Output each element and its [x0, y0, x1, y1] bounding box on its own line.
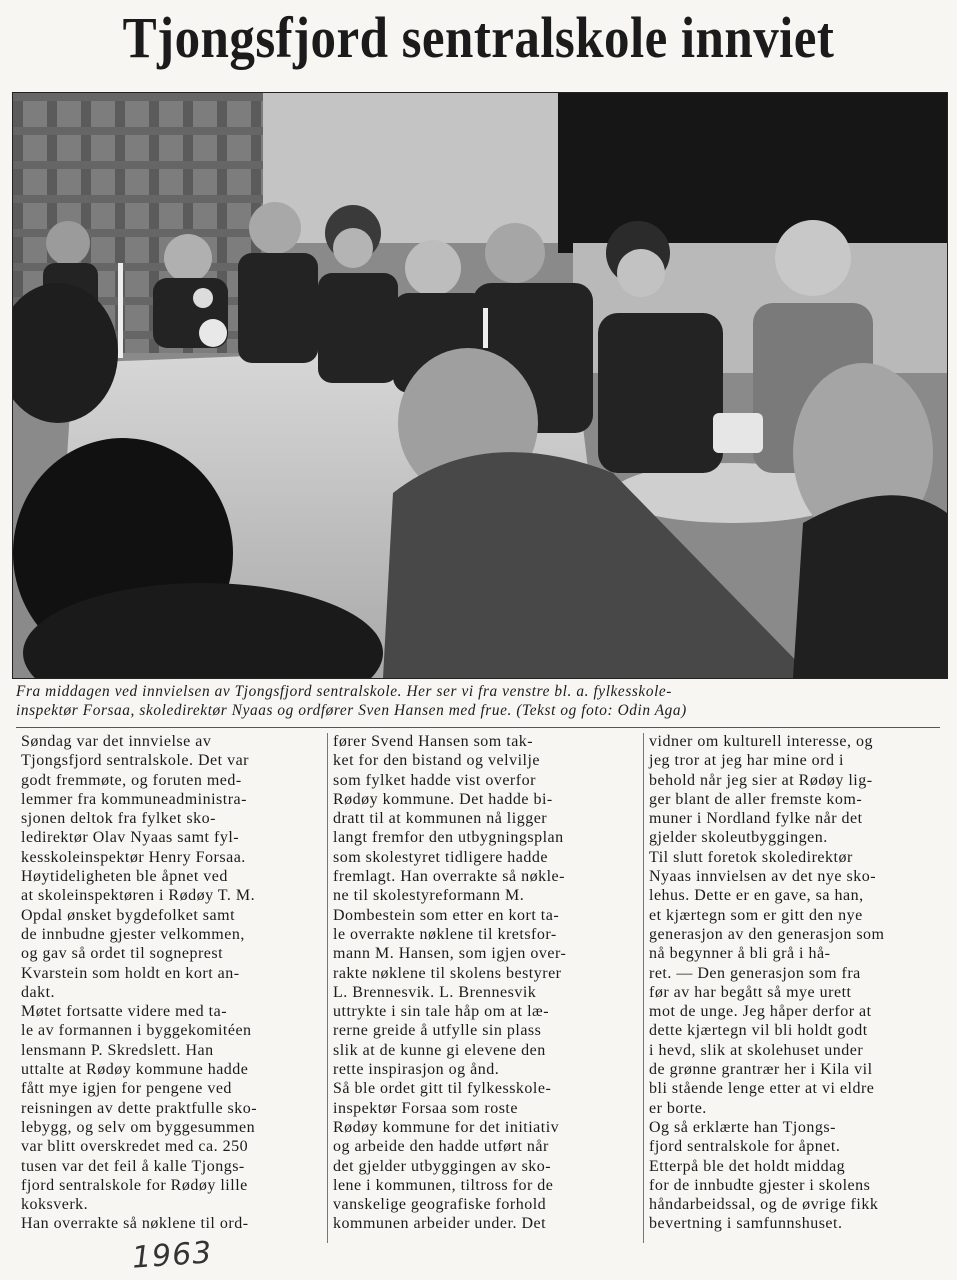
- article-text-line: Høytideligheten ble åpnet ved: [21, 868, 228, 886]
- article-text-line: for de innbudte gjester i skolens: [649, 1176, 871, 1194]
- article-text-line: som fylket hadde vist overfor: [333, 771, 536, 789]
- article-text-line: lensmann P. Skredslett. Han: [21, 1041, 214, 1059]
- article-text-line: rakte nøklene til skolens bestyrer: [333, 964, 562, 982]
- article-text-line: ger blant de aller fremste kom-: [649, 790, 863, 808]
- headline: Tjongsfjord sentralskole innviet: [122, 5, 835, 70]
- article-text-line: sjonen deltok fra fylket sko-: [21, 810, 216, 828]
- article-text-line: langt fremfor den utbygningsplan: [333, 829, 564, 847]
- article-text-line: fått mye igjen for pengene ved: [21, 1080, 232, 1098]
- article-text-line: Møtet fortsatte videre med ta-: [21, 1003, 228, 1021]
- article-text-line: lene i kommunen, tiltross for de: [333, 1176, 554, 1194]
- article-text-line: koksverk.: [21, 1196, 89, 1214]
- article-text-line: og arbeide den hadde utført når: [333, 1138, 549, 1156]
- caption-line: inspektør Forsaa, skoledirektør Nyaas og ordfører Sven Hansen med frue. (Tekst og foto: Odin Aga): [16, 702, 687, 719]
- article-text-line: Han overrakte så nøklene til ord-: [21, 1215, 249, 1233]
- article-text-line: inspektør Forsaa som roste: [333, 1099, 518, 1117]
- article-text-line: bevertning i samfunnshuset.: [649, 1215, 843, 1233]
- article-text-line: ne til skolestyreformann M.: [333, 887, 525, 905]
- article-text-line: fjord sentralskole for åpnet.: [649, 1138, 841, 1156]
- article-text-line: godt fremmøte, og foruten med-: [21, 771, 242, 789]
- article-column-1: [21, 732, 321, 1234]
- column-divider: [327, 733, 328, 1243]
- handwritten-year: 1963: [130, 1235, 214, 1276]
- dinner-photo-image: [13, 93, 947, 678]
- article-text-line: fjord sentralskole for Rødøy lille: [21, 1176, 248, 1194]
- article-text-line: lemmer fra kommuneadministra-: [21, 790, 247, 808]
- article-text-line: dratt til at kommunen nå ligger: [333, 810, 548, 828]
- article-text-line: Søndag var det innvielse av: [21, 733, 212, 750]
- article-text-line: før av har begått så mye urett: [649, 983, 852, 1001]
- article-column-2: [333, 732, 639, 1234]
- article-text-line: rerne greide å utfylle sin plass: [333, 1022, 542, 1040]
- article-text-line: Kvarstein som holdt en kort an-: [21, 964, 240, 982]
- article-text-line: Etterpå ble det holdt middag: [649, 1157, 846, 1175]
- article-text-line: generasjon av den generasjon som: [649, 925, 885, 943]
- article-text-line: Dombestein som etter en kort ta-: [333, 906, 560, 924]
- photo-caption: [16, 682, 941, 720]
- article-text-line: ledirektør Olav Nyaas samt fyl-: [21, 829, 240, 847]
- article-text-line: uttalte at Rødøy kommune hadde: [21, 1061, 249, 1079]
- article-text-line: Nyaas innvielsen av det nye sko-: [649, 868, 877, 886]
- article-text-line: bli stående lenge etter at vi eldre: [649, 1080, 875, 1098]
- article-text-line: Rødøy kommune. Det hadde bi-: [333, 790, 553, 808]
- article-text-line: Tjongsfjord sentralskole. Det var: [21, 752, 249, 770]
- article-text-line: i hevd, slik at skolehuset under: [649, 1041, 864, 1059]
- article-text-line: ket for den bistand og velvilje: [333, 752, 541, 770]
- article-text-line: Så ble ordet gitt til fylkesskole-: [333, 1080, 552, 1098]
- article-text-line: dette kjærtegn vil bli holdt godt: [649, 1022, 868, 1040]
- article-text-line: mann M. Hansen, som igjen over-: [333, 945, 567, 963]
- article-column-3: [649, 732, 949, 1234]
- article-text-line: de innbudne gjester velkommen,: [21, 925, 245, 943]
- column-divider: [643, 733, 644, 1243]
- article-text-line: tusen var det feil å kalle Tjongs-: [21, 1157, 245, 1175]
- article-text-line: gjelder skoleutbyggingen.: [649, 829, 828, 847]
- article-text-line: dakt.: [21, 983, 56, 1001]
- article-text-line: L. Brennesvik. L. Brennesvik: [333, 983, 537, 1001]
- article-text-line: Opdal ønsket bygdefolket samt: [21, 906, 236, 924]
- article-text-line: muner i Nordland fylke når det: [649, 810, 863, 828]
- article-text-line: og gav så ordet til sogneprest: [21, 945, 224, 963]
- article-text-line: fører Svend Hansen som tak-: [333, 733, 534, 750]
- article-text-line: fremlagt. Han overrakte så nøkle-: [333, 868, 565, 886]
- article-text-line: uttrykte i sin tale håp om at læ-: [333, 1003, 550, 1021]
- article-text-line: le av formannen i byggekomitéen: [21, 1022, 252, 1040]
- article-text-line: lebygg, og selv om byggesummen: [21, 1118, 256, 1136]
- article-text-line: Rødøy kommune for det initiativ: [333, 1118, 560, 1136]
- article-text-line: lehus. Dette er en gave, sa han,: [649, 887, 864, 905]
- article-text-line: vidner om kulturell interesse, og: [649, 733, 874, 750]
- article-text-line: et kjærtegn som er gitt den nye: [649, 906, 863, 924]
- article-text-line: le overrakte nøklene til kretsfor-: [333, 925, 557, 943]
- article-text-line: de grønne grantrær her i Kila vil: [649, 1061, 873, 1079]
- article-text-line: er borte.: [649, 1099, 707, 1117]
- caption-divider: [16, 727, 940, 728]
- article-text-line: kesskoleinspektør Henry Forsaa.: [21, 848, 246, 866]
- article-text-line: håndarbeidssal, og de øvrige fikk: [649, 1196, 879, 1214]
- article-text-line: reisningen av dette praktfulle sko-: [21, 1099, 258, 1117]
- article-text-line: behold når jeg sier at Rødøy lig-: [649, 771, 873, 789]
- article-text-line: Til slutt foretok skoledirektør: [649, 848, 853, 866]
- article-text-line: det gjelder utbyggingen av sko-: [333, 1157, 552, 1175]
- article-text-line: jeg tror at jeg har mine ord i: [649, 752, 844, 770]
- article-text-line: vanskelige geografiske forhold: [333, 1196, 547, 1214]
- article-text-line: var blitt overskredet med ca. 250: [21, 1138, 249, 1156]
- article-text-line: Og så erklærte han Tjongs-: [649, 1118, 836, 1136]
- article-text-line: slik at de kunne gi elevene den: [333, 1041, 546, 1059]
- article-text-line: ret. — Den generasjon som fra: [649, 964, 861, 982]
- dinner-photo: [12, 92, 948, 679]
- article-text-line: som skolestyret tidligere hadde: [333, 848, 549, 866]
- article-text-line: mot de unge. Jeg håper derfor at: [649, 1003, 872, 1021]
- article-text-line: at skoleinspektøren i Rødøy T. M.: [21, 887, 256, 905]
- caption-line: Fra middagen ved innvielsen av Tjongsfjord sentralskole. Her ser vi fra venstre bl. a. fylkesskole-: [16, 683, 672, 700]
- article-text-line: nå begynner å bli grå i hå-: [649, 945, 831, 963]
- article-text-line: kommunen arbeider under. Det: [333, 1215, 547, 1233]
- article-text-line: rette inspirasjon og ånd.: [333, 1061, 500, 1079]
